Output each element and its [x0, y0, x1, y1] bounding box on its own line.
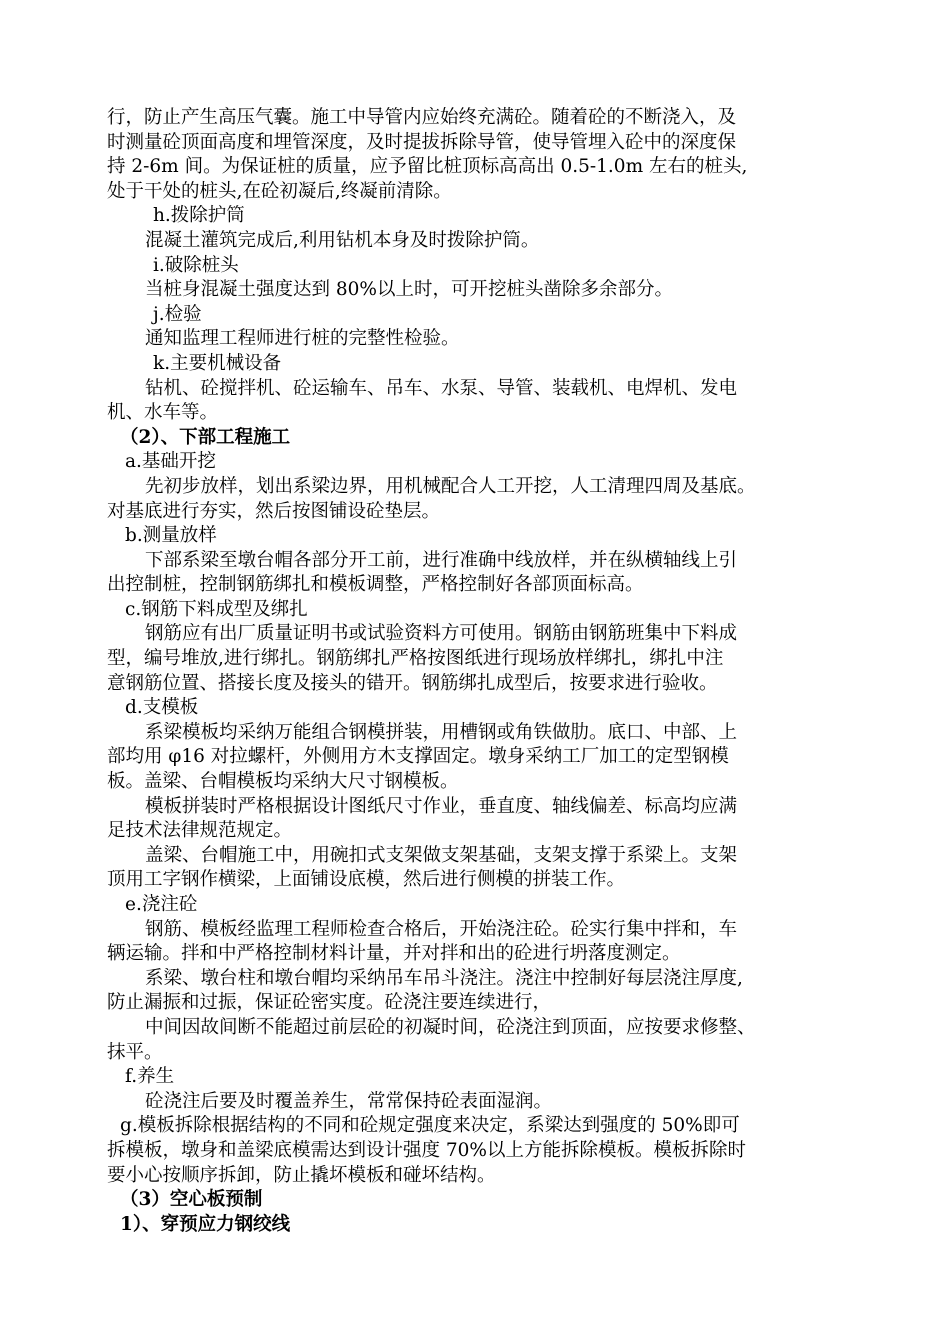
text-line: 要小心按顺序拆卸，防止撬坏模板和碰坏结构。: [107, 1164, 496, 1186]
text-line: 出控制桩，控制钢筋绑扎和模板调整，严格控制好各部顶面标高。: [107, 574, 644, 596]
text-line: e.浇注砼: [125, 894, 198, 915]
text-line: 辆运输。拌和中严格控制材料计量，并对拌和出的砼进行坍落度测定。: [107, 943, 681, 965]
text-line: 意钢筋位置、搭接长度及接头的错开。钢筋绑扎成型后，按要求进行验收。: [107, 672, 718, 694]
text-line: 当桩身混凝土强度达到 80%以上时，可开挖桩头凿除多余部分。: [145, 279, 674, 301]
section-heading: （2）、下部工程施工: [120, 426, 291, 448]
text-line: 足技术法律规范规定。: [107, 820, 293, 842]
text-line: b.测量放样: [125, 525, 217, 547]
section-heading: 1）、穿预应力钢绞线: [120, 1213, 291, 1235]
text-line: d.支模板: [125, 697, 199, 719]
text-line: j.检验: [153, 303, 202, 325]
text-line: f.养生: [125, 1066, 175, 1088]
text-line: 系梁、墩台柱和墩台帽均采纳吊车吊斗浇注。浇注中控制好每层浇注厚度,: [145, 967, 743, 989]
text-line: 行，防止产生高压气囊。施工中导管内应始终充满砼。随着砼的不断浇入，及: [107, 107, 737, 128]
text-line: g.模板拆除根据结构的不同和砼规定强度来决定，系梁达到强度的 50%即可: [120, 1115, 740, 1137]
text-line: 钢筋应有出厂质量证明书或试验资料方可使用。钢筋由钢筋班集中下料成: [145, 623, 738, 645]
text-line: 部均用 φ16 对拉螺杆，外侧用方木支撑固定。墩身采纳工厂加工的定型钢模: [107, 746, 729, 768]
text-line: 持 2-6m 间。为保证桩的质量，应予留比桩顶标高高出 0.5-1.0m 左右的桩头,: [107, 156, 748, 178]
text-line: 对基底进行夯实，然后按图铺设砼垫层。: [107, 500, 441, 522]
text-line: 抹平。: [107, 1041, 163, 1063]
text-line: 顶用工字钢作横梁，上面铺设底模，然后进行侧模的拼装工作。: [107, 869, 626, 891]
text-line: h.拨除护筒: [153, 205, 245, 227]
text-line: 钻机、砼搅拌机、砼运输车、吊车、水泵、导管、装载机、电焊机、发电: [145, 377, 738, 399]
document-page: [107, 106, 883, 1237]
text-line: c.钢筋下料成型及绑扎: [125, 598, 308, 620]
text-line: 时测量砼顶面高度和埋管深度，及时提拔拆除导管，使导管埋入砼中的深度保: [107, 131, 737, 153]
text-line: 砼浇注后要及时覆盖养生，常常保持砼表面湿润。: [145, 1090, 553, 1112]
text-line: 机、水车等。: [107, 402, 219, 424]
section-heading: （3）空心板预制: [120, 1189, 263, 1211]
text-line: 防止漏振和过振，保证砼密实度。砼浇注要连续进行，: [107, 992, 552, 1014]
text-line: 先初步放样，划出系梁边界，用机械配合人工开挖，人工清理四周及基底。: [145, 475, 756, 497]
text-line: 拆模板，墩身和盖梁底模需达到设计强度 70%以上方能拆除模板。模板拆除时: [107, 1139, 747, 1161]
text-line: 通知监理工程师进行桩的完整性检验。: [145, 328, 460, 350]
text-line: 混凝土灌筑完成后,利用钻机本身及时拨除护筒。: [145, 229, 540, 251]
text-line: a.基础开挖: [125, 451, 216, 473]
text-line: 板。盖梁、台帽模板均采纳大尺寸钢模板。: [107, 771, 459, 793]
text-line: 型，编号堆放,进行绑扎。钢筋绑扎严格按图纸进行现场放样绑扎，绑扎中注: [107, 648, 724, 670]
text-line: 下部系梁至墩台帽各部分开工前，进行准确中线放样，并在纵横轴线上引: [145, 549, 738, 571]
text-line: 中间因故间断不能超过前层砼的初凝时间，砼浇注到顶面，应按要求修整、: [145, 1016, 756, 1038]
text-line: 处于干处的桩头,在砼初凝后,终凝前清除。: [107, 180, 452, 202]
text-line: k.主要机械设备: [153, 352, 282, 374]
text-line: 模板拼装时严格根据设计图纸尺寸作业，垂直度、轴线偏差、标高均应满: [145, 795, 738, 817]
text-line: i.破除桩头: [153, 254, 239, 276]
text-line: 钢筋、模板经监理工程师检查合格后，开始浇注砼。砼实行集中拌和，车: [145, 918, 738, 940]
text-line: 盖梁、台帽施工中，用碗扣式支架做支架基础，支架支撑于系梁上。支架: [145, 844, 738, 866]
text-line: 系梁模板均采纳万能组合钢模拼装，用槽钢或角铁做肋。底口、中部、上: [145, 721, 738, 743]
